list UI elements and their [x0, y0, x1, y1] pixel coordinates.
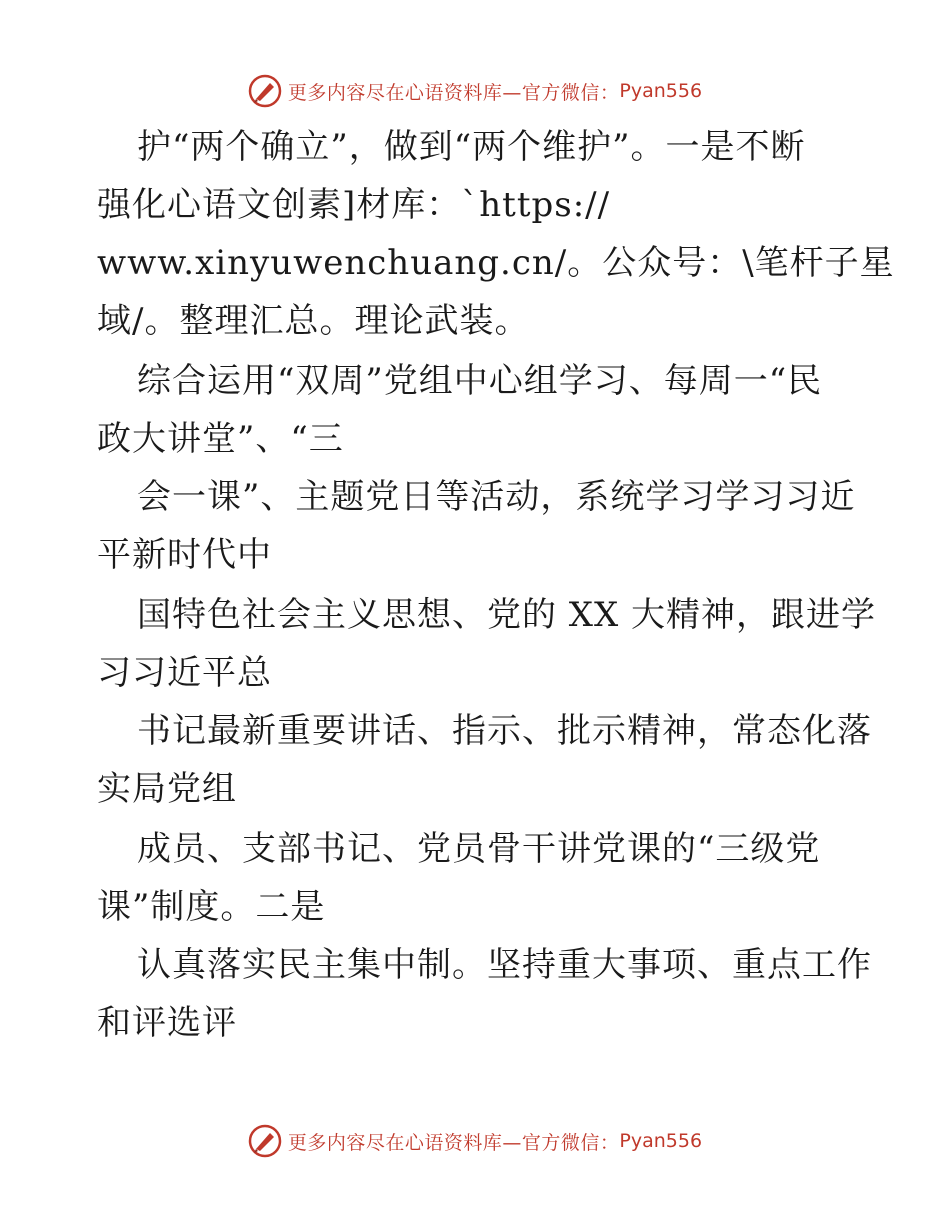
text-line-14: 课”制度。二是 [97, 887, 326, 927]
pen-logo-icon [248, 1124, 282, 1158]
text-line-9: 国特色社会主义思想、党的 XX 大精神，跟进学 [137, 595, 877, 635]
text-line-7: 会一课”、主题党日等活动，系统学习学习习近 [137, 477, 856, 517]
pen-logo-icon [248, 74, 282, 108]
text-line-13: 成员、支部书记、党员骨干讲党课的“三级党 [137, 829, 821, 869]
text-line-4: 域/。整理汇总。理论武装。 [97, 301, 530, 341]
text-line-1: 护“两个确立”，做到“两个维护”。一是不断 [137, 127, 806, 167]
footer-wechat-id: Pyan556 [619, 1130, 703, 1152]
header-wechat-id: Pyan556 [619, 80, 703, 102]
text-line-15: 认真落实民主集中制。坚持重大事项、重点工作 [137, 945, 872, 985]
text-line-6: 政大讲堂”、“三 [97, 419, 344, 459]
text-line-8: 平新时代中 [97, 535, 272, 575]
text-line-5: 综合运用“双周”党组中心组学习、每周一“民 [137, 361, 823, 401]
text-line-11: 书记最新重要讲话、指示、批示精神，常态化落 [137, 711, 872, 751]
text-line-12: 实局党组 [97, 769, 237, 809]
header-banner-text: 更多内容尽在心语资料库—官方微信： [287, 81, 620, 104]
text-line-3: www.xinyuwenchuang.cn/。公众号：\笔杆子星 [97, 243, 895, 283]
text-line-2: 强化心语文创素]材库：`https:// [97, 185, 611, 225]
text-line-10: 习习近平总 [97, 653, 272, 693]
footer-banner-text: 更多内容尽在心语资料库—官方微信： [287, 1131, 620, 1154]
text-line-16: 和评选评 [97, 1003, 237, 1043]
header-banner [0, 71, 950, 111]
footer-banner [0, 1121, 950, 1161]
